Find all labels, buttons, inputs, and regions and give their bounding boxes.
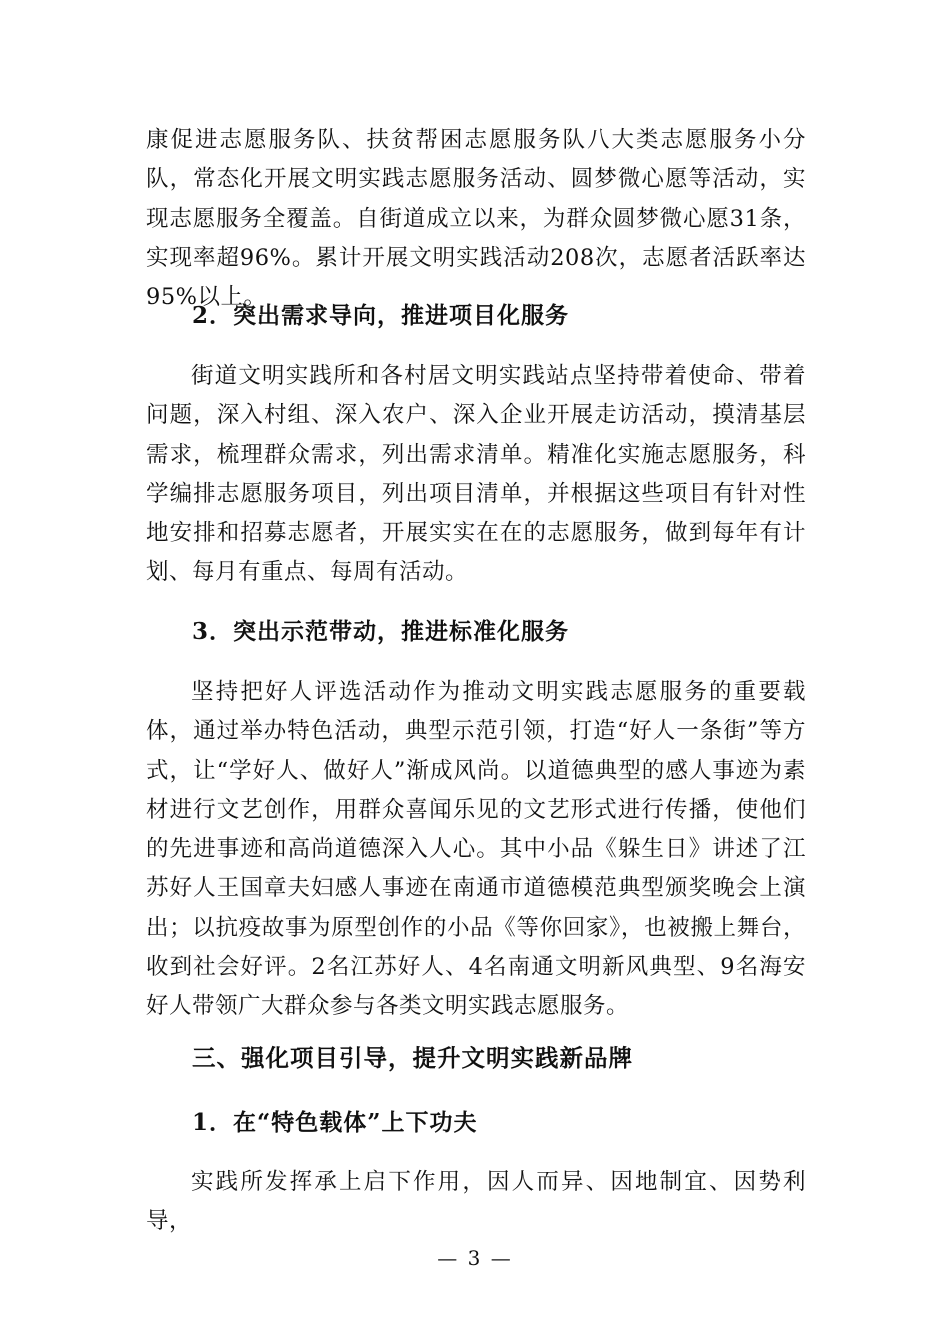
subheading-special-carrier: 1．在“特色载体”上下功夫: [192, 1109, 478, 1136]
subheading-demand-oriented: 2．突出需求导向，推进项目化服务: [192, 302, 570, 329]
page-number: — 3 —: [437, 1246, 513, 1270]
subheading-demonstration: 3．突出示范带动，推进标准化服务: [192, 618, 570, 645]
paragraph-volunteer-teams: 康促进志愿服务队、扶贫帮困志愿服务队八大类志愿服务小分队，常态化开展文明实践志愿服务活动、圆梦微心愿等活动，实现志愿服务全覆盖。自街道成立以来，为群众圆梦微心愿31条，实现率超96%。累计开展文明实践活动208次，志愿者活跃率达95%以上。: [146, 127, 806, 311]
paragraph-demonstration: 坚持把好人评选活动作为推动文明实践志愿服务的重要载体，通过举办特色活动，典型示范引领，打造“好人一条街”等方式，让“学好人、做好人”渐成风尚。以道德典型的感人事迹为素材进行文艺创作，用群众喜闻乐见的文艺形式进行传播，使他们的先进事迹和高尚道德深入人心。其中小品《躲生日》讲述了江苏好人王国章夫妇感人事迹在南通市道德模范典型颁奖晚会上演出；以抗疫故事为原型创作的小品《等你回家》，也被搬上舞台，收到社会好评。2名江苏好人、4名南通文明新风典型、9名海安好人带领广大群众参与各类文明实践志愿服务。: [146, 679, 806, 1020]
section-heading-project-guidance: 三、强化项目引导，提升文明实践新品牌: [192, 1044, 633, 1072]
paragraph-practice-station: 实践所发挥承上启下作用，因人而异、因地制宜、因势利导，: [146, 1169, 806, 1235]
paragraph-demand-oriented: 街道文明实践所和各村居文明实践站点坚持带着使命、带着问题，深入村组、深入农户、深入企业开展走访活动，摸清基层需求，梳理群众需求，列出需求清单。精准化实施志愿服务，科学编排志愿服务项目，列出项目清单，并根据这些项目有针对性地安排和招募志愿者，开展实实在在的志愿服务，做到每年有计划、每月有重点、每周有活动。: [146, 363, 806, 586]
